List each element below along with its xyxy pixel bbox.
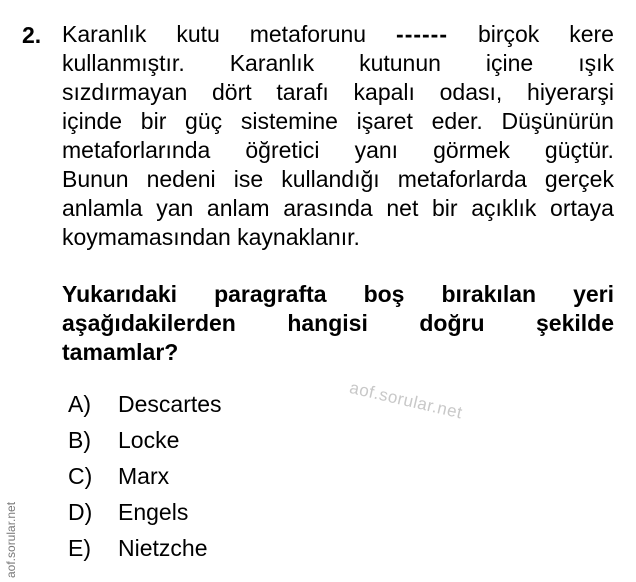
word: tamamlar? <box>62 339 179 365</box>
word: hangisi <box>287 310 368 336</box>
prompt-line <box>62 338 614 367</box>
word: ortaya <box>550 195 614 221</box>
passage-line <box>62 107 614 136</box>
prompt-line <box>62 280 614 309</box>
word: koymamasından kaynaklanır. <box>62 224 360 250</box>
passage-line <box>62 78 614 107</box>
word: birçok <box>477 21 540 47</box>
word: içine <box>485 50 534 76</box>
word: bırakılan <box>441 281 537 307</box>
option-text: Marx <box>118 463 170 489</box>
option-letter: E) <box>68 535 91 561</box>
word: sistemine <box>240 108 338 134</box>
option-text: Engels <box>118 499 189 525</box>
option-letter: D) <box>68 499 93 525</box>
answer-options <box>68 386 222 566</box>
word: aşağıdakilerden <box>62 310 236 336</box>
question-passage <box>62 20 614 252</box>
passage-line <box>62 223 614 252</box>
option-c[interactable] <box>68 458 222 494</box>
word: sızdırmayan <box>62 79 188 105</box>
option-letter: B) <box>68 427 91 453</box>
word: metaforlarda <box>397 166 527 192</box>
word: eder. <box>431 108 483 134</box>
prompt-line <box>62 309 614 338</box>
word: net <box>386 195 419 221</box>
word: ışık <box>578 50 614 76</box>
word: arasında <box>283 195 373 221</box>
word: anlamla <box>62 195 143 221</box>
word: dört <box>212 79 252 105</box>
word: kutunun <box>359 50 441 76</box>
word: metaforunu <box>249 21 367 47</box>
word: tarafı <box>276 79 329 105</box>
word: hiyerarşi <box>527 79 614 105</box>
word: işaret <box>356 108 413 134</box>
word: boş <box>363 281 405 307</box>
word: odası, <box>439 79 503 105</box>
word: yanı <box>354 137 399 163</box>
passage-line <box>62 49 614 78</box>
option-text: Nietzche <box>118 535 208 561</box>
word: öğretici <box>245 137 320 163</box>
question-number: 2. <box>22 22 42 48</box>
word: nedeni <box>146 166 216 192</box>
word: kullandığı <box>281 166 380 192</box>
word: açıklık <box>471 195 537 221</box>
word: şekilde <box>535 310 614 336</box>
passage-line <box>62 136 614 165</box>
word: kutu <box>176 21 220 47</box>
word: yan <box>156 195 194 221</box>
word: kullanmıştır. <box>62 50 185 76</box>
word: Düşünürün <box>501 108 614 134</box>
word: doğru <box>419 310 485 336</box>
passage-line <box>62 194 614 223</box>
word: güçtür. <box>544 137 614 163</box>
word: paragrafta <box>214 281 327 307</box>
word: ise <box>233 166 264 192</box>
option-text: Descartes <box>118 391 222 417</box>
word: anlam <box>206 195 270 221</box>
option-text: Locke <box>118 427 180 453</box>
word: güç <box>185 108 223 134</box>
word: gerçek <box>544 166 614 192</box>
watermark-center: aof.sorular.net <box>347 378 465 423</box>
word: Karanlık <box>229 50 315 76</box>
word: kapalı <box>353 79 415 105</box>
word: yeri <box>573 281 614 307</box>
option-b[interactable] <box>68 422 222 458</box>
word: Karanlık <box>62 21 147 47</box>
passage-line <box>62 165 614 194</box>
option-d[interactable] <box>68 494 222 530</box>
question-prompt <box>62 280 614 367</box>
blank-placeholder: ------ <box>396 21 448 47</box>
option-letter: A) <box>68 391 91 417</box>
option-a[interactable] <box>68 386 222 422</box>
passage-line <box>62 20 614 49</box>
word: görmek <box>433 137 510 163</box>
word: Bunun <box>62 166 129 192</box>
word: bir <box>140 108 167 134</box>
word: bir <box>432 195 458 221</box>
word: kere <box>569 21 614 47</box>
word: Yukarıdaki <box>62 281 178 307</box>
word: metaforlarında <box>62 137 211 163</box>
option-letter: C) <box>68 463 93 489</box>
option-e[interactable] <box>68 530 222 566</box>
watermark-side: aof.sorular.net <box>4 501 18 578</box>
word: içinde <box>62 108 123 134</box>
